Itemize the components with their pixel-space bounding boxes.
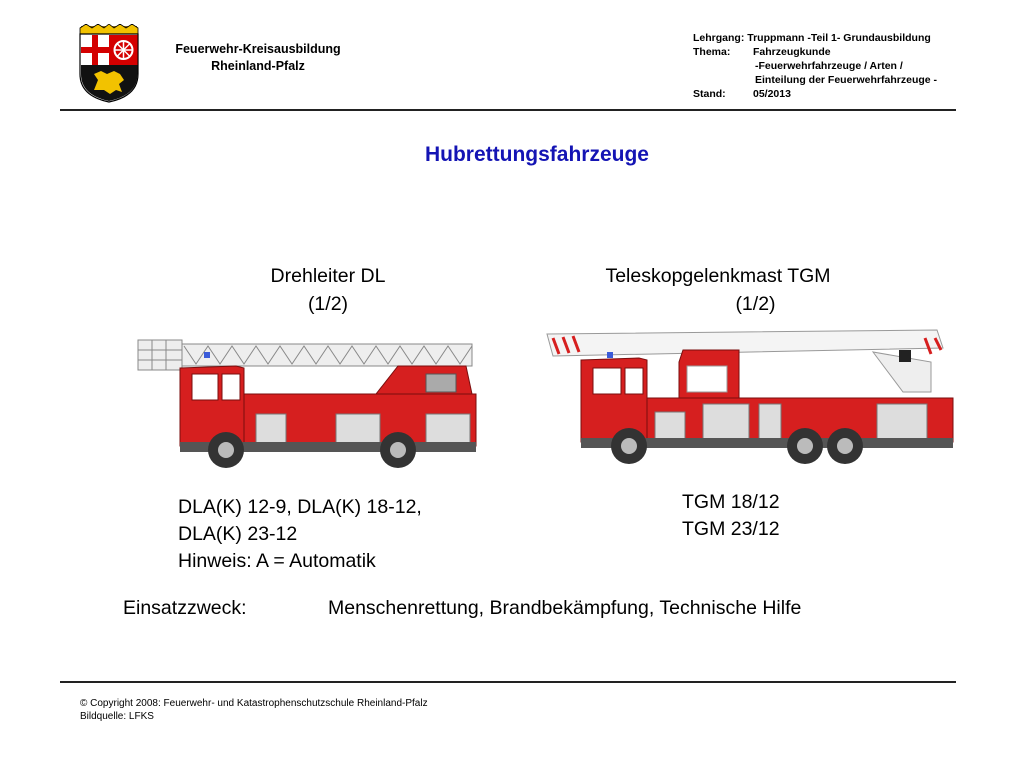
meta-stand-value: 05/2013: [753, 88, 791, 100]
meta-stand-key: Stand:: [693, 88, 726, 100]
page-title: Hubrettungsfahrzeuge: [424, 143, 649, 166]
drehleiter-caption: [218, 262, 438, 318]
meta-thema-key: Thema:: [693, 46, 731, 58]
meta-thema-line2: -Feuerwehrfahrzeuge / Arten /: [755, 60, 903, 72]
drehleiter-model-line-2: DLA(K) 23-12: [178, 523, 298, 545]
drehleiter-name: Drehleiter DL: [270, 265, 386, 287]
header-divider: [60, 109, 956, 111]
purpose-text: Menschenrettung, Brandbekämpfung, Technische Hilfe: [328, 597, 802, 619]
drehleiter-wheel: [208, 432, 244, 468]
meta-thema-line3: Einteilung der Feuerwehrfahrzeuge -: [755, 74, 938, 86]
drehleiter-models: [178, 494, 422, 575]
organization-name: [150, 41, 366, 75]
drehleiter-note: Hinweis: A = Automatik: [178, 550, 376, 572]
tgm-model-line-1: TGM 18/12: [682, 491, 780, 513]
course-meta: [693, 31, 1013, 101]
footer: [80, 697, 428, 723]
footer-divider: [60, 681, 956, 683]
tgm-truck-image: [543, 322, 957, 472]
meta-thema-value: Fahrzeugkunde: [753, 46, 831, 58]
drehleiter-count: (1/2): [307, 293, 349, 315]
tgm-wheel: [611, 428, 647, 464]
drehleiter-model-line-1: DLA(K) 12-9, DLA(K) 18-12,: [178, 496, 422, 518]
tgm-wheel: [787, 428, 823, 464]
tgm-models: [682, 489, 780, 543]
tgm-count: (1/2): [735, 293, 776, 315]
tgm-model-line-2: TGM 23/12: [682, 518, 780, 540]
org-line-1: Feuerwehr-Kreisausbildung: [175, 42, 341, 56]
org-line-2: Rheinland-Pfalz: [211, 59, 305, 73]
tgm-caption: [588, 262, 878, 318]
footer-copyright: © Copyright 2008: Feuerwehr- und Katastrophenschutzschule Rheinland-Pfalz: [80, 698, 428, 709]
tgm-name: Teleskopgelenkmast TGM: [605, 265, 831, 287]
tgm-wheel: [827, 428, 863, 464]
drehleiter-truck-image: [136, 334, 480, 470]
drehleiter-wheel: [380, 432, 416, 468]
meta-lehrgang: Lehrgang: Truppmann -Teil 1- Grundausbildung: [693, 32, 931, 44]
footer-source: Bildquelle: LFKS: [80, 711, 154, 722]
purpose-label: Einsatzzweck:: [123, 597, 247, 619]
coat-of-arms-logo: [74, 24, 144, 104]
